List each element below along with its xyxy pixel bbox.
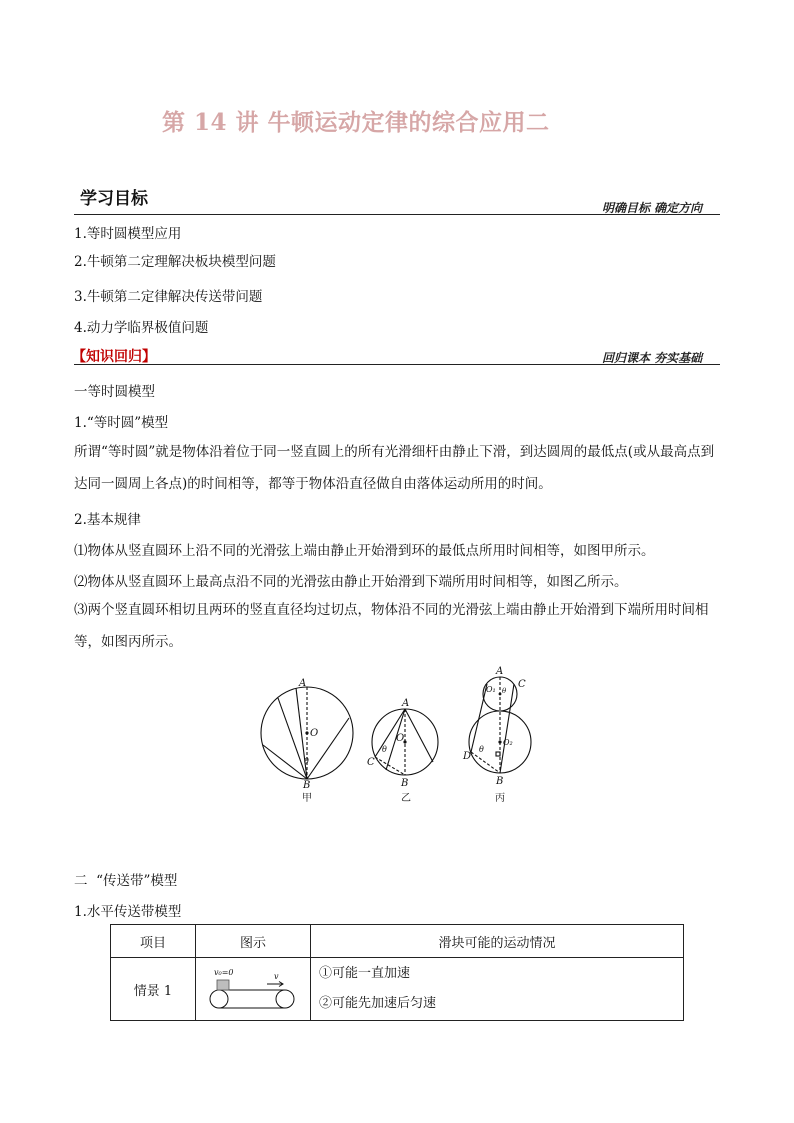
- objective-item: 3.牛顿第二定律解决传送带问题: [74, 289, 263, 305]
- figure-bing-caption: 丙: [495, 793, 505, 804]
- table-cell-item: 情景 1: [111, 958, 196, 1021]
- figure-bing-chord: [500, 684, 514, 773]
- figure-yi-caption: 乙: [401, 793, 411, 804]
- rule-3: ⑶两个竖直圆环相切且两环的竖直直径均过切点，物体沿不同的光滑弦上端由静止开始滑到下端所用时间相等，如图丙所示。: [74, 602, 709, 650]
- figure-bing-label-theta-1: θ: [502, 687, 507, 695]
- table-row: [111, 958, 684, 1021]
- table-header-item: 项目: [111, 925, 196, 958]
- part1-sub1: 1.“等时圆”模型: [74, 415, 169, 431]
- motion-case: ①可能一直加速: [319, 966, 411, 981]
- motion-case: ②可能先加速后匀速: [319, 996, 437, 1011]
- figure-yi-chord: [405, 709, 433, 762]
- part2-sub1: 1.水平传送带模型: [74, 904, 182, 920]
- figure-bing-chord: [471, 684, 487, 752]
- objectives-rule: [74, 214, 720, 215]
- figure-jia-label-o: O: [310, 728, 319, 739]
- figure-bing-label-theta-2: θ: [479, 745, 484, 754]
- page-title: 第 14 讲 牛顿运动定律的综合应用二: [162, 109, 550, 136]
- rule-1: ⑴物体从竖直圆环上沿不同的光滑弦上端由静止开始滑到环的最低点所用时间相等，如图甲所示。: [74, 543, 655, 559]
- part1-heading: 一等时圆模型: [74, 384, 155, 400]
- belt-velocity-label: v: [274, 972, 279, 981]
- figure-jia-label-a: A: [299, 678, 307, 689]
- part1-para1: 所谓“等时圆”就是物体沿着位于同一竖直圆上的所有光滑细杆由静止下滑，到达圆周的最低点(或从最高点到达同一圆周上各点)的时间相等，都等于物体沿直径做自由落体运动所用的时间。: [74, 444, 715, 492]
- figure-yi-label-theta: θ: [382, 745, 387, 754]
- figure-jia-label-theta: θ: [304, 757, 309, 766]
- objective-item: 1.等时圆模型应用: [74, 226, 182, 242]
- objectives-tag: 明确目标 确定方向: [602, 201, 703, 215]
- table-header-row: [111, 925, 684, 958]
- figure-bing-label-o1: O₁: [486, 685, 496, 694]
- figure-yi-label-o: O: [396, 733, 405, 744]
- table-header-motion: 滑块可能的运动情况: [311, 925, 684, 958]
- initial-velocity-label: v₀=0: [214, 968, 234, 977]
- equal-time-circle-figures: [250, 660, 540, 810]
- table-cell-diagram: [196, 958, 311, 1021]
- figure-yi-label-b: B: [401, 778, 409, 789]
- figure-yi-label-a: A: [402, 698, 410, 709]
- objective-item: 2.牛顿第二定理解决板块模型问题: [74, 254, 276, 270]
- part2-heading: 二 “传送带”模型: [74, 873, 178, 889]
- figure-bing-label-a: A: [496, 666, 504, 677]
- objective-item: 4.动力学临界极值问题: [74, 320, 209, 336]
- figure-bing-right-angle: [496, 752, 500, 756]
- figure-jia-label-b: B: [303, 780, 311, 791]
- figure-bing-label-d: D: [463, 751, 472, 762]
- review-heading: 【知识回归】: [72, 349, 156, 365]
- part1-sub2: 2.基本规律: [74, 512, 141, 528]
- objectives-heading: 学习目标: [80, 189, 148, 209]
- conveyor-table: [110, 924, 684, 1021]
- table-cell-motion: [311, 958, 684, 1021]
- figure-jia-caption: 甲: [302, 793, 312, 804]
- rule-2: ⑵物体从竖直圆环上最高点沿不同的光滑弦由静止开始滑到下端所用时间相等，如图乙所示。: [74, 574, 628, 590]
- figure-yi-label-c: C: [367, 757, 375, 768]
- figure-bing-label-c: C: [518, 679, 526, 690]
- review-rule: [74, 364, 720, 365]
- slider-block: [217, 980, 229, 990]
- figure-bing-label-o2: O₂: [503, 738, 513, 747]
- conveyor-belt-diagram: [205, 963, 301, 1015]
- review-tag: 回归课本 夯实基础: [602, 351, 703, 365]
- figure-yi-dashed: [375, 757, 405, 775]
- table-header-diagram: 图示: [196, 925, 311, 958]
- figure-bing-label-b: B: [496, 776, 504, 787]
